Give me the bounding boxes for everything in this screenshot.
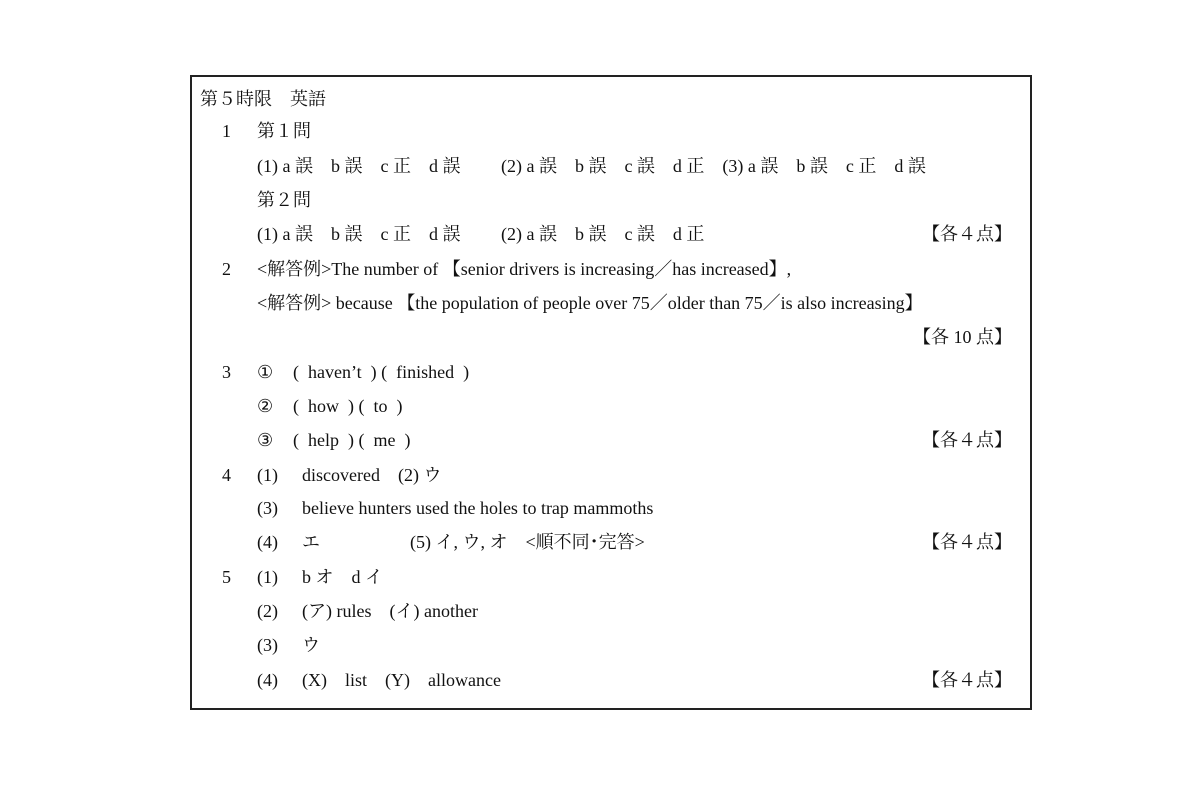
- q4-item-label: (1): [257, 465, 278, 485]
- q1-points: 【各４点】: [922, 224, 1012, 244]
- q4-item-answer: believe hunters used the holes to trap mammoths: [302, 498, 654, 518]
- q2-points: 【各 10 点】: [913, 327, 1012, 347]
- q4-item-answer: discovered (2) ウ: [302, 465, 442, 485]
- q2-line1: <解答例>The number of 【senior drivers is increasing／has increased】,: [257, 259, 792, 279]
- q3-item-answer: ( help ) ( me ): [293, 430, 411, 450]
- q5-points: 【各４点】: [922, 670, 1012, 690]
- q2-line2: <解答例> because 【the population of people over 75／older than 75／is also increasing】: [257, 293, 923, 313]
- q3-item-answer: ( how ) ( to ): [293, 396, 403, 416]
- page-title: 第５時限 英語: [200, 89, 326, 109]
- q5-item-label: (4): [257, 670, 278, 690]
- q3-item-label: ①: [257, 362, 274, 382]
- q5-item-answer: (X) list (Y) allowance: [302, 670, 501, 690]
- q1-part1-answers: (1) a 誤 b 誤 c 正 d 誤 (2) a 誤 b 誤 c 誤 d 正 (3) a 誤 b 誤 c 正 d 誤: [257, 156, 926, 176]
- q5-item-answer: (ア) rules (イ) another: [302, 601, 478, 621]
- q5-item-label: (3): [257, 635, 278, 655]
- q5-item-answer: b オ d イ: [302, 567, 383, 587]
- q4-item-label: (4): [257, 532, 278, 552]
- q5-item-label: (2): [257, 601, 278, 621]
- q5-item-label: (1): [257, 567, 278, 587]
- q5-number: 5: [222, 567, 231, 587]
- q4-number: 4: [222, 465, 231, 485]
- q3-item-answer: ( haven’t ) ( finished ): [293, 362, 470, 382]
- q1-part2-label: 第２問: [257, 190, 311, 210]
- q1-number: 1: [222, 121, 231, 141]
- q3-points: 【各４点】: [922, 430, 1012, 450]
- q4-points: 【各４点】: [922, 532, 1012, 552]
- q3-item-label: ②: [257, 396, 274, 416]
- q3-number: 3: [222, 362, 231, 382]
- q4-item-label: (3): [257, 498, 278, 518]
- q3-item-label: ③: [257, 430, 274, 450]
- q1-part2-answers: (1) a 誤 b 誤 c 正 d 誤 (2) a 誤 b 誤 c 誤 d 正: [257, 224, 705, 244]
- q2-number: 2: [222, 259, 231, 279]
- q4-item-answer: エ (5) イ, ウ, オ <順不同･完答>: [302, 532, 645, 552]
- q1-part1-label: 第１問: [257, 121, 311, 141]
- q5-item-answer: ウ: [302, 635, 320, 655]
